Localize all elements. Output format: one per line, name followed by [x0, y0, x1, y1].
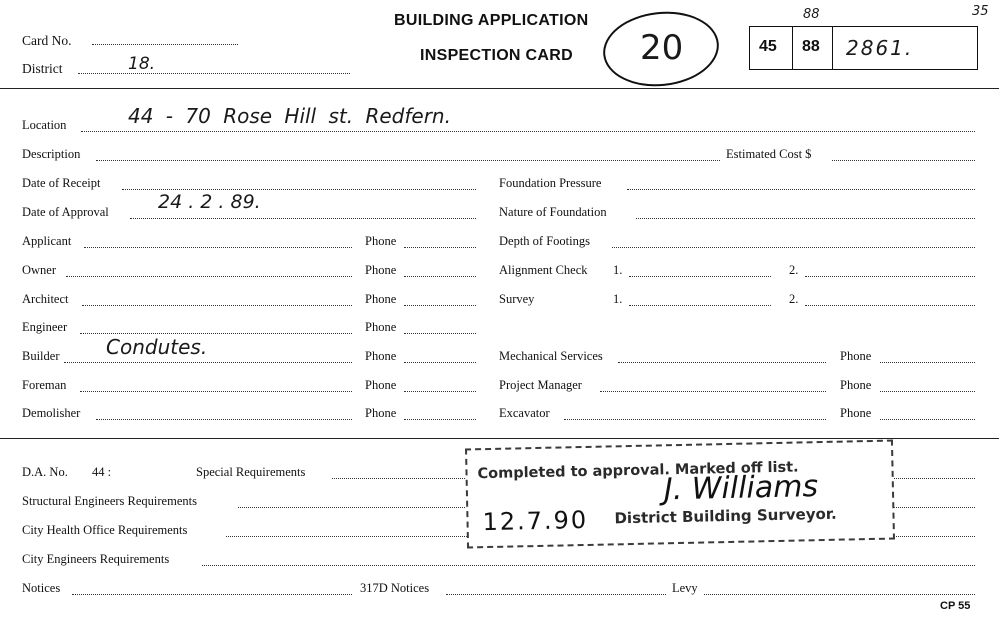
foundation-pressure-line: [627, 189, 975, 190]
ref-part-2: 88: [802, 38, 820, 55]
stamp-date: 12.7.90: [482, 505, 589, 537]
title-line-1: BUILDING APPLICATION: [394, 12, 589, 29]
alignment-check-label: Alignment Check: [499, 263, 588, 277]
applicant-line: [84, 247, 352, 248]
ref-part-1: 45: [759, 38, 777, 55]
special-requirements-label: Special Requirements: [196, 465, 306, 479]
builder-line: [64, 362, 352, 363]
owner-line: [66, 276, 352, 277]
levy-line: [704, 594, 975, 595]
project-manager-phone-line: [880, 391, 975, 392]
form-code: CP 55: [940, 600, 971, 612]
survey-num-2: 2.: [789, 292, 799, 306]
notices-317d-line: [446, 594, 666, 595]
description-label: Description: [22, 147, 81, 161]
location-label: Location: [22, 118, 67, 132]
nature-of-foundation-label: Nature of Foundation: [499, 205, 607, 219]
city-engineers-line: [202, 565, 975, 566]
architect-line: [82, 305, 352, 306]
excavator-line: [564, 419, 826, 420]
demolisher-phone-line: [404, 419, 476, 420]
owner-phone-label: Phone: [365, 263, 397, 277]
date-of-approval-label: Date of Approval: [22, 205, 109, 219]
builder-phone-label: Phone: [365, 349, 397, 363]
title-line-2: INSPECTION CARD: [420, 47, 573, 64]
notices-line: [72, 594, 352, 595]
stamp-line-1: Completed to approval. Marked off list.: [477, 459, 799, 483]
demolisher-line: [96, 419, 352, 420]
foreman-label: Foreman: [22, 378, 67, 392]
estimated-cost-line: [832, 160, 975, 161]
corner-note: 35: [972, 4, 989, 19]
da-no-value: 44 :: [92, 465, 112, 479]
stamp-line-2: District Building Surveyor.: [614, 504, 837, 528]
notices-label: Notices: [22, 581, 61, 595]
stamp-signature: J. Williams: [663, 469, 819, 508]
description-line: [96, 160, 720, 161]
circled-number: 20: [640, 28, 684, 68]
architect-label: Architect: [22, 292, 69, 306]
estimated-cost-label: Estimated Cost $: [726, 147, 812, 161]
engineer-line: [80, 333, 352, 334]
excavator-phone-line: [880, 419, 975, 420]
foreman-line: [80, 391, 352, 392]
architect-phone-label: Phone: [365, 292, 397, 306]
architect-phone-line: [404, 305, 476, 306]
card-no-line: [92, 44, 238, 45]
depth-of-footings-line: [612, 247, 975, 248]
alignment-check-num-1: 1.: [613, 263, 623, 277]
alignment-check-num-2: 2.: [789, 263, 799, 277]
engineer-phone-line: [404, 333, 476, 334]
engineer-label: Engineer: [22, 320, 68, 334]
district-label: District: [22, 61, 63, 76]
card-no-label: Card No.: [22, 33, 72, 48]
location-value: 44 - 70 Rose Hill st. Redfern.: [128, 104, 451, 128]
district-value: 18.: [128, 54, 156, 74]
alignment-check-line-2: [805, 276, 975, 277]
foreman-phone-label: Phone: [365, 378, 397, 392]
alignment-check-line-1: [629, 276, 771, 277]
engineer-phone-label: Phone: [365, 320, 397, 334]
applicant-label: Applicant: [22, 234, 72, 248]
ref-part-3: 2861.: [846, 36, 914, 60]
owner-phone-line: [404, 276, 476, 277]
project-manager-label: Project Manager: [499, 378, 582, 392]
project-manager-phone-label: Phone: [840, 378, 872, 392]
ref-divider-2: [832, 27, 833, 69]
city-health-label: City Health Office Requirements: [22, 523, 188, 537]
da-no-label: D.A. No.: [22, 465, 68, 479]
foundation-pressure-label: Foundation Pressure: [499, 176, 602, 190]
survey-line-2: [805, 305, 975, 306]
survey-label: Survey: [499, 292, 535, 306]
applicant-phone-label: Phone: [365, 234, 397, 248]
ref-divider-1: [792, 27, 793, 69]
foreman-phone-line: [404, 391, 476, 392]
builder-phone-line: [404, 362, 476, 363]
excavator-phone-label: Phone: [840, 406, 872, 420]
survey-line-1: [629, 305, 771, 306]
applicant-phone-line: [404, 247, 476, 248]
demolisher-label: Demolisher: [22, 406, 81, 420]
owner-label: Owner: [22, 263, 57, 277]
date-of-receipt-label: Date of Receipt: [22, 176, 101, 190]
project-manager-line: [600, 391, 826, 392]
date-of-approval-line: [130, 218, 476, 219]
structural-engineers-label: Structural Engineers Requirements: [22, 494, 197, 508]
levy-label: Levy: [672, 581, 698, 595]
builder-label: Builder: [22, 349, 60, 363]
mechanical-services-label: Mechanical Services: [499, 349, 603, 363]
ref-part-2-correction: 88: [803, 7, 820, 22]
notices-317d-label: 317D Notices: [360, 581, 430, 595]
demolisher-phone-label: Phone: [365, 406, 397, 420]
location-line: [81, 131, 975, 132]
date-of-approval-value: 24 . 2 . 89.: [158, 191, 261, 213]
depth-of-footings-label: Depth of Footings: [499, 234, 590, 248]
rule-top: [0, 88, 999, 89]
survey-num-1: 1.: [613, 292, 623, 306]
rule-middle: [0, 438, 999, 439]
mechanical-services-line: [618, 362, 826, 363]
excavator-label: Excavator: [499, 406, 550, 420]
city-engineers-label: City Engineers Requirements: [22, 552, 170, 566]
mechanical-services-phone-label: Phone: [840, 349, 872, 363]
nature-of-foundation-line: [636, 218, 975, 219]
district-line: [78, 73, 350, 74]
builder-value: Condutes.: [106, 335, 208, 359]
mechanical-services-phone-line: [880, 362, 975, 363]
approval-stamp: [465, 440, 895, 549]
date-of-receipt-line: [122, 189, 476, 190]
